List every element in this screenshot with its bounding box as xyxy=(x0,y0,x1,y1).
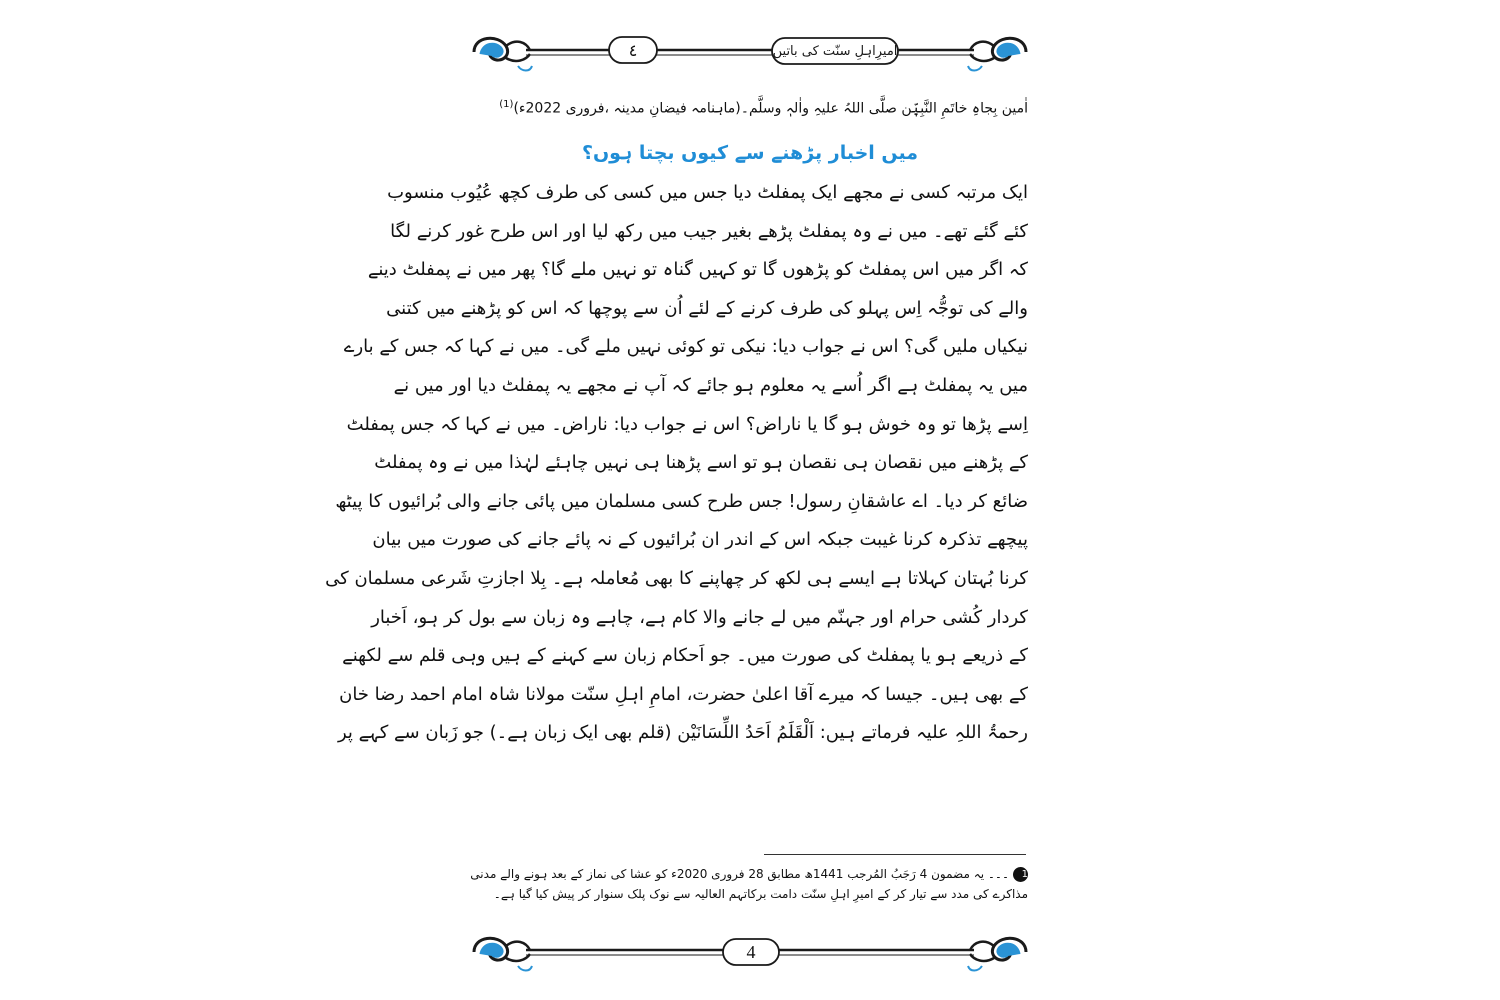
body-text xyxy=(325,174,1028,753)
body-line: ضائع کر دیا۔ اے عاشقانِ رسول! جس طرح کسی مسلمان میں پائی جانے والی بُرائیوں کا پیٹھ xyxy=(335,490,1028,512)
body-line: اِسے پڑھا تو وہ خوش ہو گا یا ناراض؟ اس نے جواب دیا: ناراض۔ میں نے کہا کہ جس پمفلٹ xyxy=(346,413,1028,435)
continuation-line xyxy=(472,92,1028,122)
body-line: رحمۃُ اللہِ علیہ فرماتے ہیں: اَلْقَلَمُ اَحَدُ اللِّسَانَیْن (قلم بھی ایک زبان ہے۔) جو زَبان سے کہے پر xyxy=(337,722,1028,744)
body-line: میں یہ پمفلٹ ہے اگر اُسے یہ معلوم ہو جائے کہ آپ نے مجھے یہ پمفلٹ دیا اور میں نے xyxy=(393,374,1028,396)
body-line: ایک مرتبہ کسی نے مجھے ایک پمفلٹ دیا جس میں کسی کی طرف کچھ عُیُوب منسوب xyxy=(387,182,1028,203)
footnote-text: ۔۔۔ یہ مضمون 4 رَجَبُ المُرجب 1441ھ مطابق 28 فروری 2020ء کو عشا کی نماز کے بعد ہونے والے مدنی xyxy=(470,867,1009,881)
header-ornament-icon xyxy=(466,28,1034,78)
body-line: کئے گئے تھے۔ میں نے وہ پمفلٹ پڑھے بغیر جیب میں رکھ لیا اور اس طرح غور کرنے لگا xyxy=(390,220,1028,242)
body-line: کردار کُشی حرام اور جہنّم میں لے جانے والا کام ہے، چاہے وہ زبان سے بول کر ہو، اَخبار xyxy=(371,606,1028,628)
running-header-title: امیرِاہلِ سنّت کی باتیں xyxy=(772,43,898,59)
body-line: کے پڑھنے میں نقصان ہی نقصان ہو تو اسے پڑھنا ہی نہیں چاہئے لہٰذا میں نے وہ پمفلٹ xyxy=(374,452,1028,474)
body-line: والے کی توجُّہ اِس پہلو کی طرف کرنے کے لئے اُن سے پوچھا کہ اس کو پڑھنے میں کتنی xyxy=(386,297,1028,319)
footer-page-number: 4 xyxy=(746,941,756,962)
book-page xyxy=(325,28,1034,972)
body-line: کہ اگر میں اس پمفلٹ کو پڑھوں گا تو کہیں گناہ تو نہیں ملے گا؟ پھر میں نے پمفلٹ دینے xyxy=(367,259,1028,281)
section-heading: میں اخبار پڑھنے سے کیوں بچتا ہوں؟ xyxy=(581,142,919,164)
body-line: پیچھے تذکرہ کرنا غیبت جبکہ اس کے اندر ان بُرائیوں کے نہ پائے جانے کی صورت میں بیان xyxy=(372,529,1028,551)
continuation-text: اٰمین بِجاہِ خاتَمِ النَّبِیّٖن صلَّی اللہُ علیہِ واٰلہٖ وسلَّم۔(ماہنامہ فیضانِ مدینہ ،فروری 2022ء) xyxy=(513,100,1028,117)
body-line: نیکیاں ملیں گی؟ اس نے جواب دیا: نیکی تو کوئی نہیں ملے گی۔ میں نے کہا کہ جس کے بارے xyxy=(343,336,1028,358)
footnote-line xyxy=(472,864,1028,884)
footnote-divider xyxy=(764,854,1026,855)
body-line: کے ذریعے ہو یا پمفلٹ کی صورت میں۔ جو اَحکام زبان سے کہنے کے ہیں وہی قلم سے لکھنے xyxy=(342,645,1028,667)
body-line: کرنا بُہتان کہلاتا ہے ایسے ہی لکھ کر چھاپنے کا بھی مُعاملہ ہے۔ بِلا اجازتِ شَرعی مسلمان کی xyxy=(325,567,1028,589)
header-page-number: ٤ xyxy=(628,40,638,60)
footnote xyxy=(472,864,1028,904)
footnote-line: مذاکرے کی مدد سے تیار کر کے امیرِ اہلِ سنّت دامت برکاتہم العالیہ سے نوک پلک سنوار کر پیش کیا گیا ہے۔ xyxy=(493,887,1028,901)
footnote-number-badge: 1 xyxy=(1013,867,1028,882)
body-line: کے بھی ہیں۔ جیسا کہ میرے آقا اعلیٰ حضرت، امامِ اہلِ سنّت مولانا شاہ امام احمد رضا خان xyxy=(339,683,1028,705)
footnote-reference: (1) xyxy=(499,99,514,110)
